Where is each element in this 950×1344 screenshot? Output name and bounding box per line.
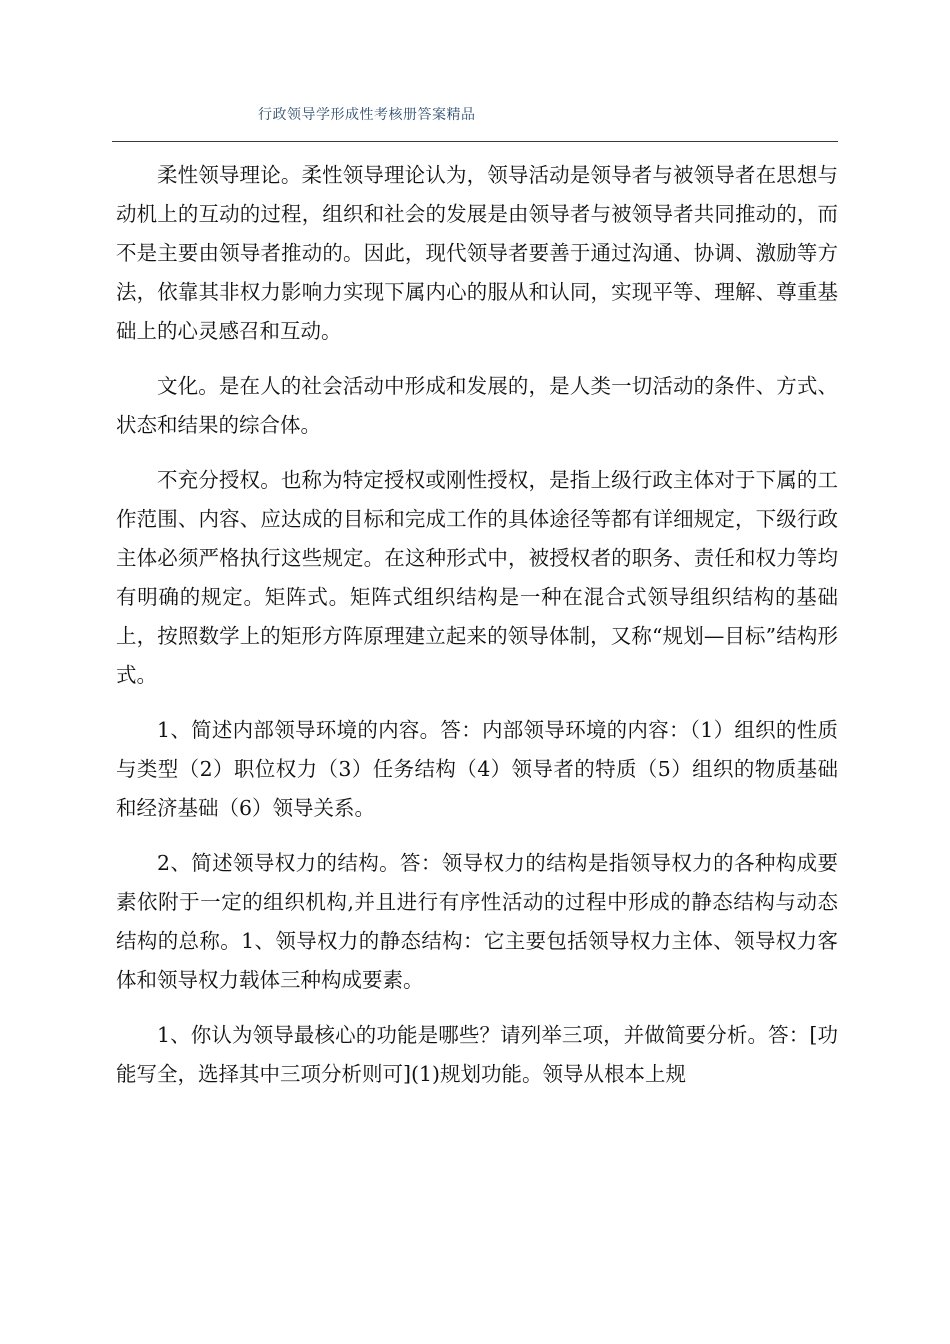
header-divider	[112, 141, 838, 142]
paragraph-internal-environment: 1、简述内部领导环境的内容。答：内部领导环境的内容：（1）组织的性质与类型（2）职位权力（3）任务结构（4）领导者的特质（5）组织的物质基础和经济基础（6）领导关系。	[116, 718, 838, 820]
paragraph-culture: 文化。是在人的社会活动中形成和发展的，是人类一切活动的条件、方式、状态和结果的综合体。	[116, 374, 838, 437]
paragraph-soft-leadership: 柔性领导理论。柔性领导理论认为，领导活动是领导者与被领导者在思想与动机上的互动的过程，组织和社会的发展是由领导者与被领导者共同推动的，而不是主要由领导者推动的。因此，现代领导者要善于通过沟通、协调、激励等方法，依靠其非权力影响力实现下属内心的服从和认同，实现平等、理解、尊重基础上的心灵感召和互动。	[116, 163, 838, 343]
paragraph-power-structure: 2、简述领导权力的结构。答：领导权力的结构是指领导权力的各种构成要素依附于一定的组织机构,并且进行有序性活动的过程中形成的静态结构与动态结构的总称。1、领导权力的静态结构：它主要包括领导权力主体、领导权力客体和领导权力载体三种构成要素。	[116, 851, 838, 992]
document-body	[116, 156, 838, 1110]
paragraph-core-functions: 1、你认为领导最核心的功能是哪些？请列举三项，并做简要分析。答：[功能写全，选择其中三项分析则可](1)规划功能。领导从根本上规	[116, 1023, 838, 1086]
page-header-title: 行政领导学形成性考核册答案精品	[258, 107, 476, 123]
paragraph-partial-authorization: 不充分授权。也称为特定授权或刚性授权，是指上级行政主体对于下属的工作范围、内容、应达成的目标和完成工作的具体途径等都有详细规定，下级行政主体必须严格执行这些规定。在这种形式中，被授权者的职务、责任和权力等均有明确的规定。矩阵式。矩阵式组织结构是一种在混合式领导组织结构的基础上，按照数学上的矩形方阵原理建立起来的领导体制，又称“规划—目标”结构形式。	[116, 468, 838, 687]
